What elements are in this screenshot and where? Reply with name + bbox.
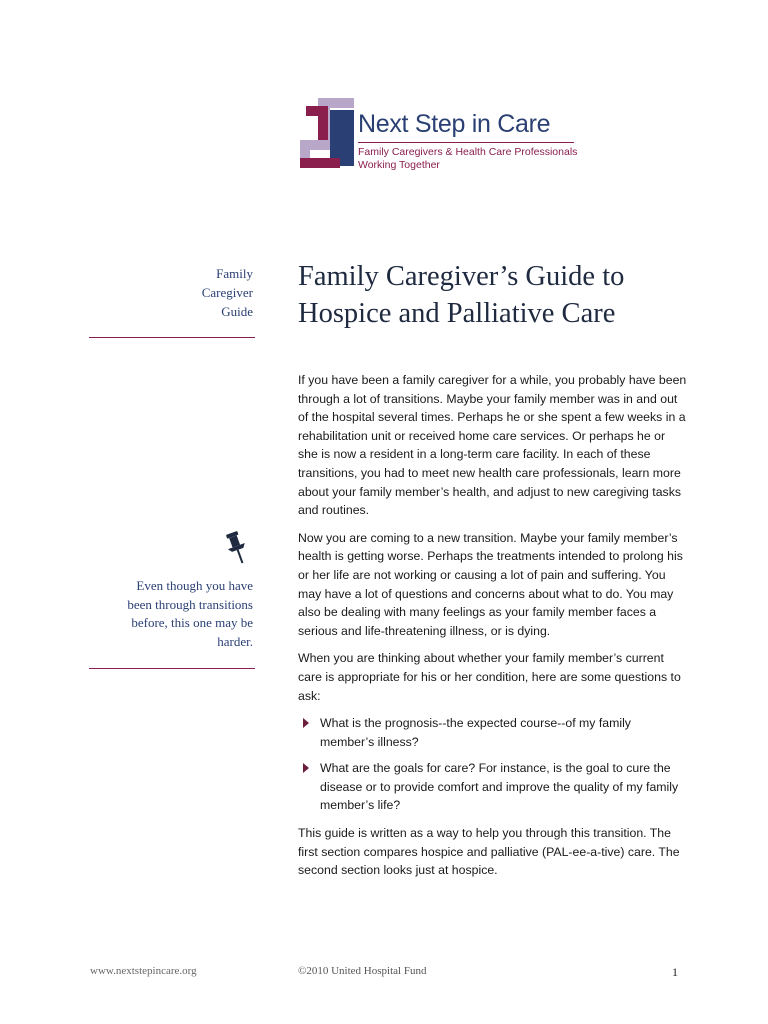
document-title <box>298 258 718 332</box>
logo-subtitle <box>358 146 577 172</box>
pushpin-icon <box>224 530 250 566</box>
title-line-2: Hospice and Palliative Care <box>298 298 616 329</box>
paragraph: When you are thinking about whether your family member’s current care is appropriate for his or her condition, here are some questions to ask: <box>298 651 681 703</box>
sidebar-pull-quote <box>83 577 253 651</box>
paragraph: If you have been a family caregiver for a while, you probably have been through a lot of transitions. Maybe your family member was in and out of the hospital several times. Perhaps he or she spent a few weeks in a rehabilitation unit or received home care services. Or perhaps he or she is now a resident in a long-term care facility. In each of these transitions, you had to meet new health care professionals, learn more about your family member’s health, and adjust to new caregiving tasks and routines. <box>298 373 687 518</box>
page-number: 1 <box>672 965 678 979</box>
sidebar-divider-bottom <box>89 668 255 669</box>
pull-quote-line-3: before, this one may be <box>131 615 253 630</box>
bullet-triangle-icon <box>303 763 309 773</box>
pull-quote-line-2: been through transitions <box>127 596 253 612</box>
pull-quote-line-1: Even though you have <box>136 578 253 593</box>
question-list <box>298 714 688 815</box>
list-item-text: What are the goals for care? For instance, is the goal to cure the disease or to provide comfort and improve the quality of my family member’s life? <box>320 761 679 813</box>
paragraph: Now you are coming to a new transition. Maybe your family member’s health is getting worse. Perhaps the treatments intended to prolong his or her life are not working or causing a lot of pain and suffering. You may have a lot of questions and concerns about what to do. You may also be dealing with many feelings as your family member faces a serious and life-threatening illness, or is dying. <box>298 530 683 638</box>
sidebar-label-line-2: Caregiver <box>201 285 253 300</box>
logo-title: Next Step in Care <box>358 110 551 138</box>
document-body <box>298 371 688 889</box>
sidebar-guide-label <box>113 264 253 321</box>
list-item <box>298 714 688 751</box>
sidebar-divider-top <box>89 337 255 338</box>
logo-subtitle-line-1: Family Caregivers & Health Care Professionals <box>358 146 578 158</box>
closing-paragraph: This guide is written as a way to help you through this transition. The first section compares hospice and palliative (PAL-ee-a-tive) care. The second section looks just at hospice. <box>298 826 680 878</box>
logo-subtitle-line-2: Working Together <box>358 159 440 171</box>
title-line-1: Family Caregiver’s Guide to <box>298 261 625 292</box>
logo-divider <box>358 142 574 143</box>
sidebar-label-line-3: Guide <box>221 304 253 319</box>
footer-copyright: ©2010 United Hospital Fund <box>298 965 427 977</box>
list-item <box>298 759 688 815</box>
sidebar-label-line-1: Family <box>216 266 253 281</box>
list-item-text: What is the prognosis--the expected course--of my family member’s illness? <box>320 716 631 749</box>
footer-url: www.nextstepincare.org <box>90 965 197 977</box>
pull-quote-line-4: harder. <box>217 633 253 649</box>
bullet-triangle-icon <box>303 718 309 728</box>
logo-mark-icon <box>296 92 356 174</box>
logo <box>296 92 596 176</box>
